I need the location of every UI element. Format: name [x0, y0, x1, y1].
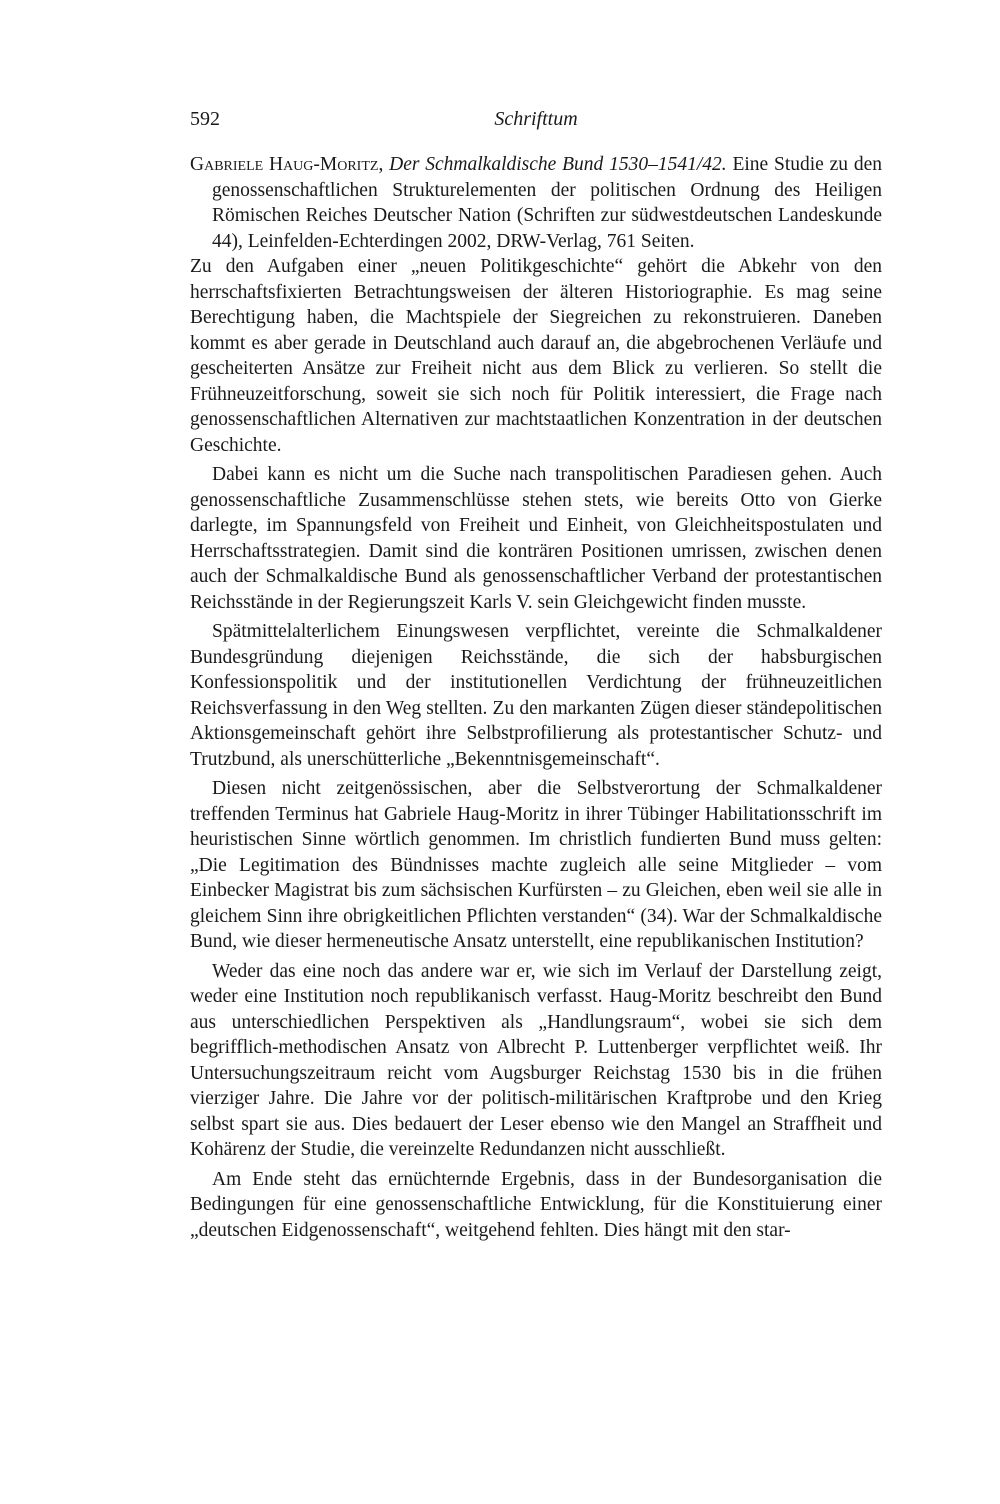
- page-header: [190, 100, 882, 140]
- entry-author: Gabriele Haug-Moritz,: [190, 154, 384, 175]
- paragraph: Zu den Aufgaben einer „neuen Politikgeschichte“ gehört die Abkehr von den herrschaftsfixierten Betrachtungsweisen der älteren Historiographie. Es mag seine Berechtigung haben, die Machtspiele der Siegreichen zu rekonstruieren. Daneben kommt es aber gerade in Deutschland auch darauf an, die abgebrochenen Verläufe und gescheiterten Ansätze zur Freiheit nicht aus dem Blick zu verlieren. So stellt die Frühneuzeitforschung, soweit sie sich noch für Politik interessiert, die Frage nach genossenschaftlichen Alternativen zur machtstaatlichen Konzentration in der deutschen Geschichte.: [190, 256, 882, 456]
- page-number: 592: [190, 108, 220, 130]
- paragraph: Weder das eine noch das andere war er, wie sich im Verlauf der Darstellung zeigt, weder eine Institution noch republikanisch verfasst. Haug-Moritz beschreibt den Bund aus unterschiedlichen Perspektiven als „Handlungsraum“, wobei sie sich dem begrifflich-methodischen Ansatz von Albrecht P. Luttenberger verpflichtet weiß. Ihr Untersuchungszeitraum reicht vom Augsburger Reichstag 1530 bis in die frühen vierziger Jahre. Die Jahre vor der politisch-militärischen Kraftprobe und den Krieg selbst spart sie aus. Dies bedauert der Leser ebenso wie den Mangel an Straffheit und Kohärenz der Studie, die vereinzelte Redundanzen nicht ausschließt.: [190, 960, 882, 1160]
- bibliographic-entry: [190, 152, 882, 254]
- paragraph: Dabei kann es nicht um die Suche nach transpolitischen Paradiesen gehen. Auch genossenschaftliche Zusammenschlüsse stehen stets, wie bereits Otto von Gierke darlegte, im Spannungsfeld von Freiheit und Einheit, von Gleichheitspostulaten und Herrschaftsstrategien. Damit sind die konträren Positionen umrissen, zwischen denen auch der Schmalkaldische Bund als genossenschaftlicher Verband der protestantischen Reichsstände in der Regierungszeit Karls V. sein Gleichgewicht finden musste.: [190, 464, 882, 613]
- paragraph: Diesen nicht zeitgenössischen, aber die Selbstverortung der Schmalkaldener treffenden Terminus hat Gabriele Haug-Moritz in ihrer Tübinger Habilitationsschrift im heuristischen Sinne wörtlich genommen. Im christlich fundierten Bund muss gelten: „Die Legitimation des Bündnisses machte zugleich alle seine Mitglieder – vom Einbecker Magistrat bis zum sächsischen Kurfürsten – zu Gleichen, eben weil sie alle in gleichem Sinn ihre obrigkeitlichen Pflichten verstanden“ (34). War der Schmalkaldische Bund, wie dieser hermeneutische Ansatz unterstellt, eine republikanischen Institution?: [190, 778, 882, 952]
- running-head: Schrifttum: [494, 108, 578, 130]
- document-page: [190, 100, 882, 1247]
- review-body: [190, 254, 882, 1243]
- paragraph: Spätmittelalterlichem Einungswesen verpflichtet, vereinte die Schmalkaldener Bundesgründung diejenigen Reichsstände, die sich der habsburgischen Konfessionspolitik und der institutionellen Verdichtung der frühneuzeitlichen Reichsverfassung in den Weg stellten. Zu den markanten Zügen dieser ständepolitischen Aktionsgemeinschaft gehört ihre Selbstprofilierung als protestantischer Schutz- und Trutzbund, als unerschütterliche „Bekenntnisgemeinschaft“.: [190, 621, 882, 770]
- entry-details: Eine Studie zu den genossenschaftlichen Strukturelementen der politischen Ordnung des Heiligen Römischen Reiches Deutscher Nation (Schriften zur südwestdeutschen Landeskunde 44), Leinfelden-Echterdingen 2002, DRW-Verlag, 761 Seiten.: [212, 154, 882, 252]
- entry-title: Der Schmalkaldische Bund 1530–1541/42.: [389, 154, 727, 175]
- paragraph: Am Ende steht das ernüchternde Ergebnis, dass in der Bundesorganisation die Bedingungen für eine genossenschaftliche Entwicklung, für die Konstituierung einer „deutschen Eidgenossenschaft“, weitgehend fehlten. Dies hängt mit den star-: [190, 1168, 882, 1241]
